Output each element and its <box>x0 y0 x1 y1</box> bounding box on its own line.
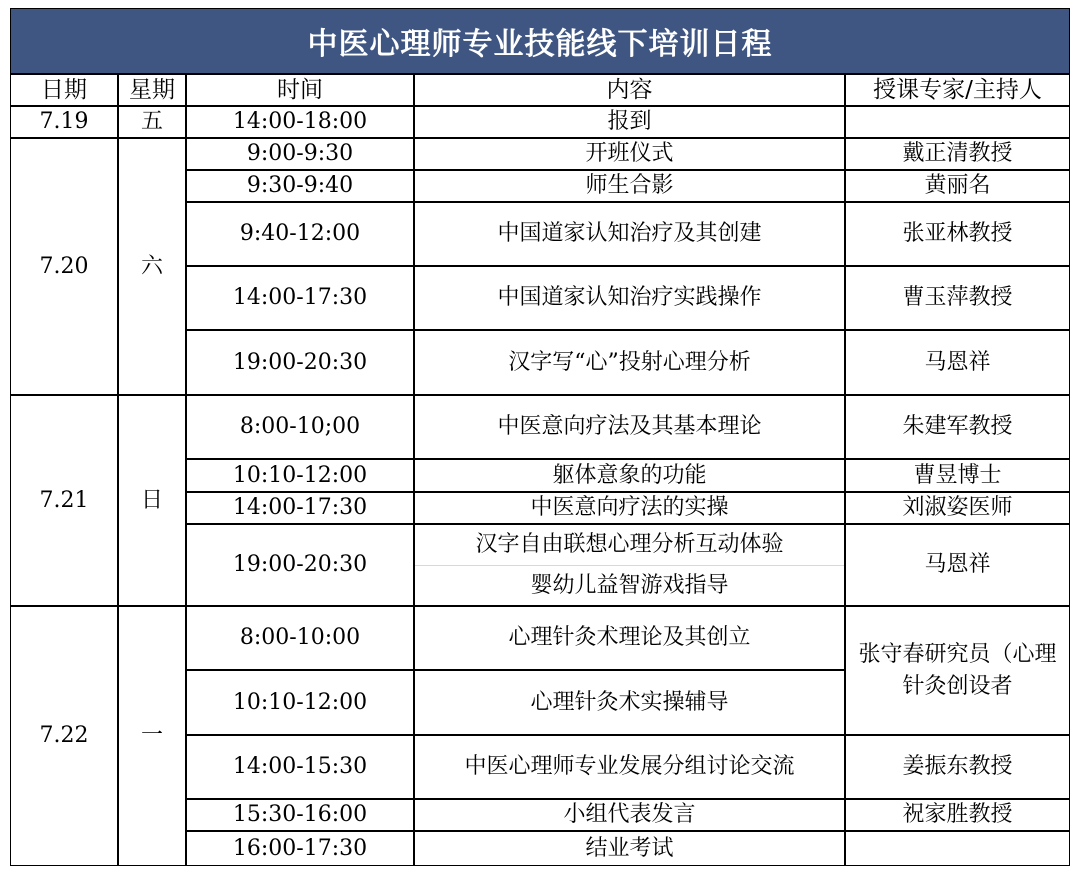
date-cell: 7.20 <box>10 138 118 395</box>
header-date: 日期 <box>10 74 118 106</box>
content-cell <box>414 524 845 606</box>
weekday-cell: 一 <box>118 606 186 866</box>
time-cell: 9:00-9:30 <box>186 138 414 170</box>
content-cell: 心理针灸术实操辅导 <box>414 670 845 735</box>
date-cell: 7.21 <box>10 395 118 606</box>
weekday-cell: 日 <box>118 395 186 606</box>
time-cell: 14:00-18:00 <box>186 106 414 138</box>
time-cell: 10:10-12:00 <box>186 459 414 492</box>
time-cell: 14:00-17:30 <box>186 492 414 524</box>
time-cell: 14:00-17:30 <box>186 266 414 330</box>
content-cell: 中医意向疗法及其基本理论 <box>414 395 845 459</box>
time-cell: 9:40-12:00 <box>186 202 414 266</box>
time-cell: 8:00-10;00 <box>186 395 414 459</box>
time-cell: 14:00-15:30 <box>186 735 414 799</box>
content-cell: 中医意向疗法的实操 <box>414 492 845 524</box>
content-cell: 中医心理师专业发展分组讨论交流 <box>414 735 845 799</box>
host-cell: 祝家胜教授 <box>845 799 1070 831</box>
content-cell: 小组代表发言 <box>414 799 845 831</box>
header-host: 授课专家/主持人 <box>845 74 1070 106</box>
date-cell: 7.22 <box>10 606 118 866</box>
time-cell: 9:30-9:40 <box>186 170 414 202</box>
content-line: 婴幼儿益智游戏指导 <box>415 565 844 606</box>
host-cell <box>845 831 1070 866</box>
time-cell: 15:30-16:00 <box>186 799 414 831</box>
time-cell: 19:00-20:30 <box>186 524 414 606</box>
host-cell: 黄丽名 <box>845 170 1070 202</box>
content-cell: 报到 <box>414 106 845 138</box>
host-cell: 马恩祥 <box>845 330 1070 395</box>
date-cell: 7.19 <box>10 106 118 138</box>
content-cell: 心理针灸术理论及其创立 <box>414 606 845 670</box>
header-time: 时间 <box>186 74 414 106</box>
host-cell: 马恩祥 <box>845 524 1070 606</box>
schedule-table <box>10 8 1070 866</box>
host-cell: 戴正清教授 <box>845 138 1070 170</box>
weekday-cell: 六 <box>118 138 186 395</box>
time-cell: 19:00-20:30 <box>186 330 414 395</box>
content-line: 汉字自由联想心理分析互动体验 <box>475 532 784 558</box>
time-cell: 10:10-12:00 <box>186 670 414 735</box>
content-cell: 中国道家认知治疗及其创建 <box>414 202 845 266</box>
host-cell-merged: 张守春研究员（心理针灸创设者 <box>845 606 1070 735</box>
time-cell: 8:00-10:00 <box>186 606 414 670</box>
content-cell: 开班仪式 <box>414 138 845 170</box>
header-weekday: 星期 <box>118 74 186 106</box>
host-cell: 朱建军教授 <box>845 395 1070 459</box>
host-cell: 张亚林教授 <box>845 202 1070 266</box>
content-cell: 躯体意象的功能 <box>414 459 845 492</box>
header-content: 内容 <box>414 74 845 106</box>
content-cell: 中国道家认知治疗实践操作 <box>414 266 845 330</box>
weekday-cell: 五 <box>118 106 186 138</box>
content-cell: 结业考试 <box>414 831 845 866</box>
time-cell: 16:00-17:30 <box>186 831 414 866</box>
host-cell: 曹玉萍教授 <box>845 266 1070 330</box>
host-cell <box>845 106 1070 138</box>
content-cell: 汉字写“心”投射心理分析 <box>414 330 845 395</box>
content-cell: 师生合影 <box>414 170 845 202</box>
host-cell: 姜振东教授 <box>845 735 1070 799</box>
table-title: 中医心理师专业技能线下培训日程 <box>10 8 1070 74</box>
host-cell: 刘淑姿医师 <box>845 492 1070 524</box>
host-cell: 曹昱博士 <box>845 459 1070 492</box>
